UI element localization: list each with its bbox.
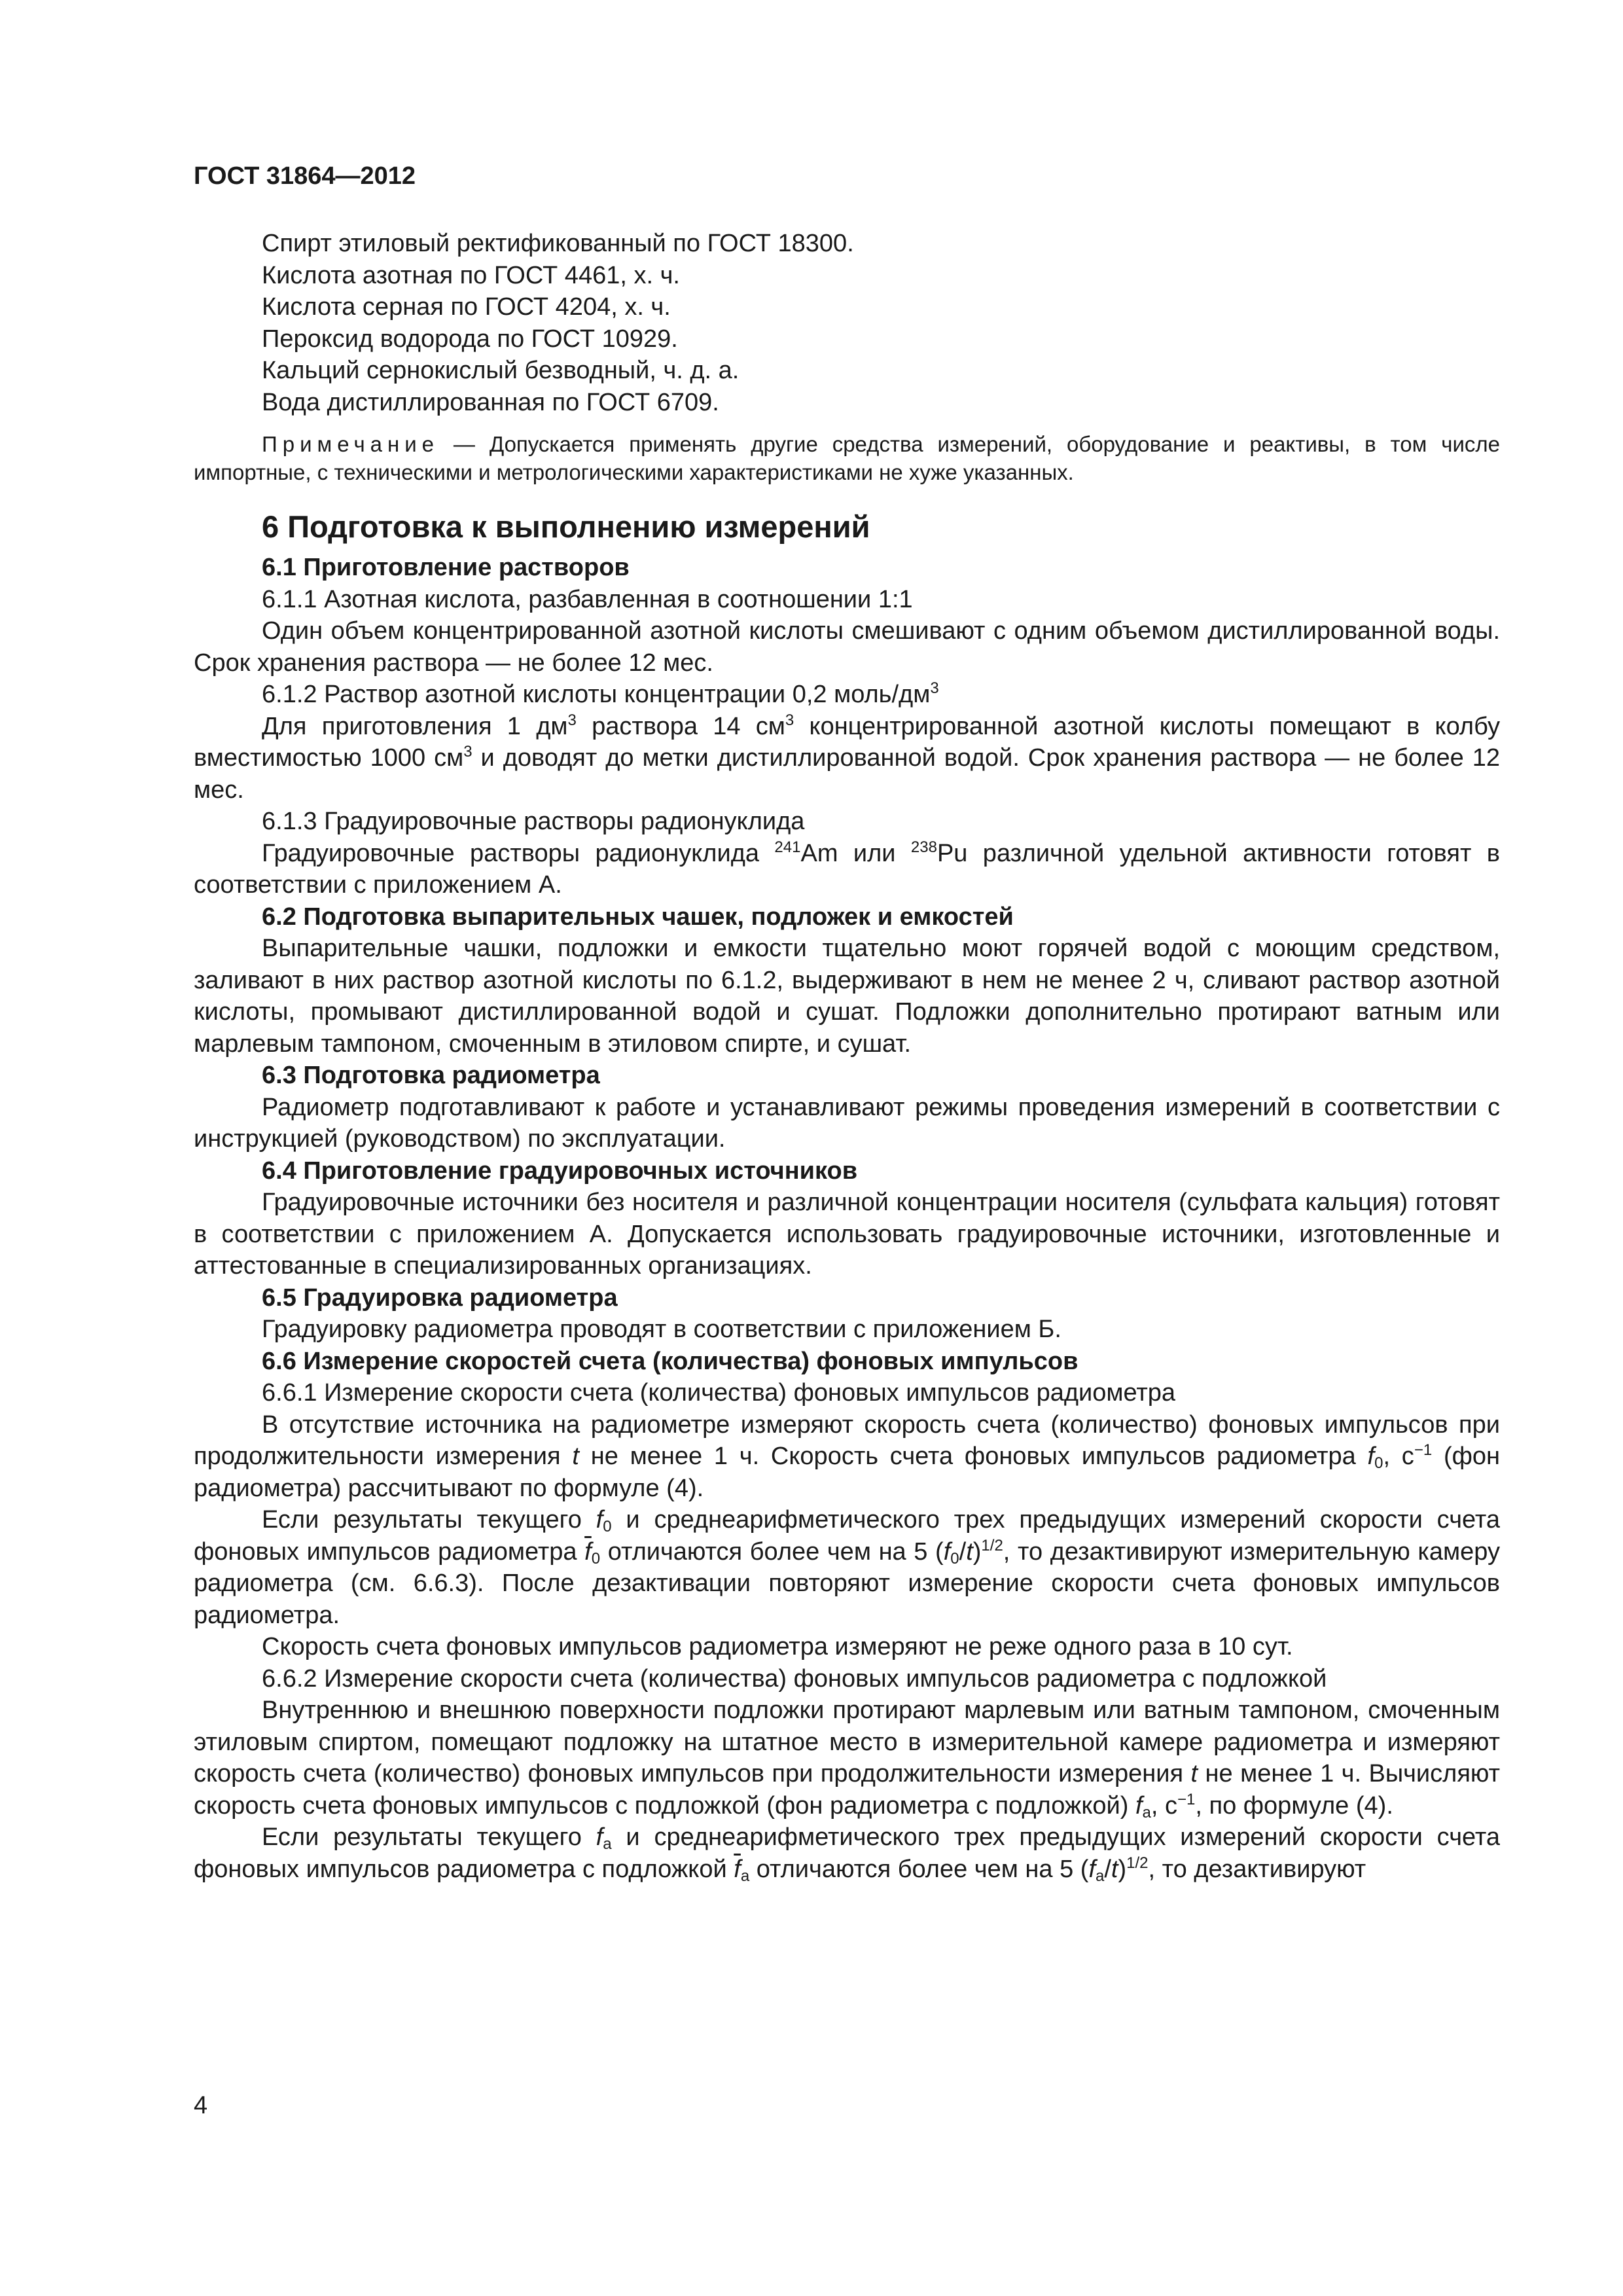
superscript-3: 3 xyxy=(785,711,794,729)
page-number: 4 xyxy=(194,2092,208,2119)
section-6-3-title: 6.3 Подготовка радиометра xyxy=(262,1062,600,1089)
symbol-f: f xyxy=(1367,1443,1375,1470)
slash: / xyxy=(1104,1855,1111,1883)
text-fragment: Pu различной удельной активности готовят в соответствии с приложением А. xyxy=(194,839,1500,899)
text-fragment: В отсутствие источника на радиометре измеряют скорость счета (количество) фоновых импульсов при продолжительности измерения xyxy=(194,1410,1500,1470)
clause-6-1-3-text xyxy=(194,838,1500,901)
clause-6-1-2-text xyxy=(194,711,1500,806)
clause-6-6-2-criterion xyxy=(194,1821,1500,1885)
section-6-1-title: 6.1 Приготовление растворов xyxy=(262,554,630,581)
section-6-2-text: Выпарительные чашки, подложки и емкости тщательно моют горячей водой с моющим средством, заливают в них раствор азотной кислоты по 6.1.2, выдерживают в нем не менее 2 ч, сливают раствор азотной кислоты, промывают дистиллированной водой и сушат. Подложки дополнительно протирают ватным или марлевым тампоном, смоченным в этиловом спирте, и сушат. xyxy=(194,935,1500,1058)
clause-6-1-1-text: Один объем концентрированной азотной кислоты смешивают с одним объемом дистиллированной воды. Срок хранения раствора — не более 12 мес. xyxy=(194,617,1500,677)
symbol-t: t xyxy=(1190,1760,1198,1787)
text-fragment: и среднеарифметического трех предыдущих измерений скорости счета фоновых импульсов радиометра с подложкой xyxy=(194,1823,1500,1883)
text-fragment: концентрированной азотной кислоты помещают в колбу вместимостью 1000 см xyxy=(194,712,1501,772)
symbol-f: f xyxy=(596,1823,603,1851)
note-label: Примечание xyxy=(262,432,440,456)
superscript-half: 1/2 xyxy=(981,1536,1003,1554)
material-item: Кислота серная по ГОСТ 4204, х. ч. xyxy=(262,293,671,321)
text-fragment: и среднеарифметического трех предыдущих измерений скорости счета фоновых импульсов радиометра xyxy=(194,1506,1500,1566)
text-fragment: Внутреннюю и внешнюю поверхности подложки протирают марлевым или ватным тампоном, смоченным этиловым спиртом, помещают подложку на штатное место в измерительной камере радиометра и измеряют скорость счета (количество) фоновых импульсов при продолжительности измерения xyxy=(194,1696,1500,1787)
text-fragment: и доводят до метки дистиллированной водой. Срок хранения раствора — не более 12 мес. xyxy=(194,744,1500,804)
isotope-mass-number: 238 xyxy=(910,838,937,856)
text-fragment: Если результаты текущего xyxy=(262,1823,596,1851)
text-fragment: , по формуле (4). xyxy=(1195,1791,1393,1820)
symbol-f-mean: $\overline{f}$ xyxy=(734,1855,741,1883)
isotope-mass-number: 241 xyxy=(774,838,801,856)
material-item: Вода дистиллированная по ГОСТ 6709. xyxy=(262,388,719,416)
symbol-t: t xyxy=(966,1537,973,1566)
superscript-3: 3 xyxy=(463,743,473,761)
section-6-6-title: 6.6 Измерение скоростей счета (количества) фоновых импульсов xyxy=(262,1347,1079,1375)
clause-6-6-1-criterion xyxy=(194,1504,1500,1631)
superscript-minus-1: −1 xyxy=(1414,1441,1433,1459)
text-fragment: (фон радиометра) рассчитывают по формуле (4). xyxy=(194,1443,1500,1502)
subscript-0: 0 xyxy=(591,1549,601,1568)
materials-list xyxy=(194,228,1500,418)
subscript-a: a xyxy=(1096,1867,1105,1885)
subscript-a: a xyxy=(740,1867,750,1885)
document-body xyxy=(194,228,1500,1885)
section-6-2-title: 6.2 Подготовка выпарительных чашек, подложек и емкостей xyxy=(262,903,1014,931)
clause-6-1-1-title: 6.1.1 Азотная кислота, разбавленная в соотношении 1:1 xyxy=(262,585,913,613)
superscript-3: 3 xyxy=(930,679,939,697)
clause-6-1-2-title xyxy=(194,679,1500,711)
text-fragment: отличаются более чем на 5 ( xyxy=(749,1855,1089,1883)
note-text: — Допускается применять другие средства измерений, оборудование и реактивы, в том числе импортные, с техническими и метрологическими характеристиками не хуже указанных. xyxy=(194,432,1500,484)
superscript-minus-1: −1 xyxy=(1177,1790,1196,1808)
text-fragment: не менее 1 ч. Вычисляют скорость счета фоновых импульсов с подложкой (фон радиометра с подложкой) xyxy=(194,1760,1500,1820)
symbol-f: f xyxy=(943,1537,951,1566)
material-item: Кислота азотная по ГОСТ 4461, х. ч. xyxy=(262,261,680,289)
text-fragment: , то дезактивируют измерительную камеру радиометра (см. 6.6.3). После дезактивации повторяют измерение скорости счета фоновых импульсов радиометра. xyxy=(194,1537,1500,1629)
paren: ) xyxy=(1118,1855,1127,1883)
material-item: Спирт этиловый ректификованный по ГОСТ 18300. xyxy=(262,230,854,257)
subscript-0: 0 xyxy=(603,1518,612,1535)
section-6-4-text: Градуировочные источники без носителя и различной концентрации носителя (сульфата кальция) готовят в соответствии с приложением А. Допускается использовать градуировочные источники, изготовленные и аттестованные в специализированных организациях. xyxy=(194,1189,1500,1280)
clause-6-6-1-frequency: Скорость счета фоновых импульсов радиометра измеряют не реже одного раза в 10 сут. xyxy=(262,1633,1293,1660)
subscript-0: 0 xyxy=(1374,1454,1383,1472)
clause-6-6-2-text xyxy=(194,1695,1500,1821)
symbol-f: f xyxy=(596,1506,603,1534)
subscript-0: 0 xyxy=(950,1549,959,1568)
clause-6-6-1-text xyxy=(194,1409,1500,1505)
section-6-4-title: 6.4 Приготовление градуировочных источников xyxy=(262,1157,858,1185)
text-fragment: Для приготовления 1 дм xyxy=(262,712,568,740)
superscript-half: 1/2 xyxy=(1126,1854,1149,1872)
document-header: ГОСТ 31864—2012 xyxy=(194,162,416,190)
text-fragment: раствора 14 см xyxy=(576,712,785,740)
text-fragment: Если результаты текущего xyxy=(262,1506,596,1534)
subscript-a: a xyxy=(1142,1803,1151,1821)
text-fragment: , с xyxy=(1383,1443,1414,1470)
material-item: Кальций сернокислый безводный, ч. д. а. xyxy=(262,357,740,384)
text-fragment: , то дезактивируют xyxy=(1148,1855,1366,1883)
clause-6-1-3-title: 6.1.3 Градуировочные растворы радионуклида xyxy=(262,808,805,835)
text-fragment: , с xyxy=(1150,1791,1177,1820)
section-6-5-text: Градуировку радиометра проводят в соответствии с приложением Б. xyxy=(262,1316,1061,1343)
clause-6-1-2-title-text: 6.1.2 Раствор азотной кислоты концентрации 0,2 моль/дм xyxy=(262,681,931,708)
paren: ) xyxy=(972,1537,982,1566)
symbol-t: t xyxy=(572,1443,579,1470)
section-6-5-title: 6.5 Градуировка радиометра xyxy=(262,1283,618,1312)
text-fragment: Градуировочные растворы радионуклида xyxy=(262,839,775,867)
note xyxy=(194,430,1500,486)
symbol-t: t xyxy=(1111,1855,1118,1883)
section-6-title: 6 Подготовка к выполнению измерений xyxy=(262,509,870,544)
superscript-3: 3 xyxy=(567,711,577,729)
section-6-3-text: Радиометр подготавливают к работе и устанавливают режимы проведения измерений в соответствии с инструкцией (руководством) по эксплуатации. xyxy=(194,1093,1500,1153)
clause-6-6-2-title: 6.6.2 Измерение скорости счета (количества) фоновых импульсов радиометра с подложкой xyxy=(262,1664,1327,1693)
text-fragment: отличаются более чем на 5 ( xyxy=(600,1537,944,1566)
text-fragment: не менее 1 ч. Скорость счета фоновых импульсов радиометра xyxy=(579,1443,1368,1470)
material-item: Пероксид водорода по ГОСТ 10929. xyxy=(262,325,678,353)
subscript-a: a xyxy=(603,1835,612,1853)
text-fragment: Am или xyxy=(800,839,911,867)
symbol-f: f xyxy=(1088,1855,1096,1883)
symbol-f: f xyxy=(1135,1791,1143,1820)
symbol-f-mean: $\overline{f}$ xyxy=(584,1537,592,1566)
clause-6-6-1-title: 6.6.1 Измерение скорости счета (количества) фоновых импульсов радиометра xyxy=(262,1379,1176,1407)
slash: / xyxy=(959,1537,967,1566)
